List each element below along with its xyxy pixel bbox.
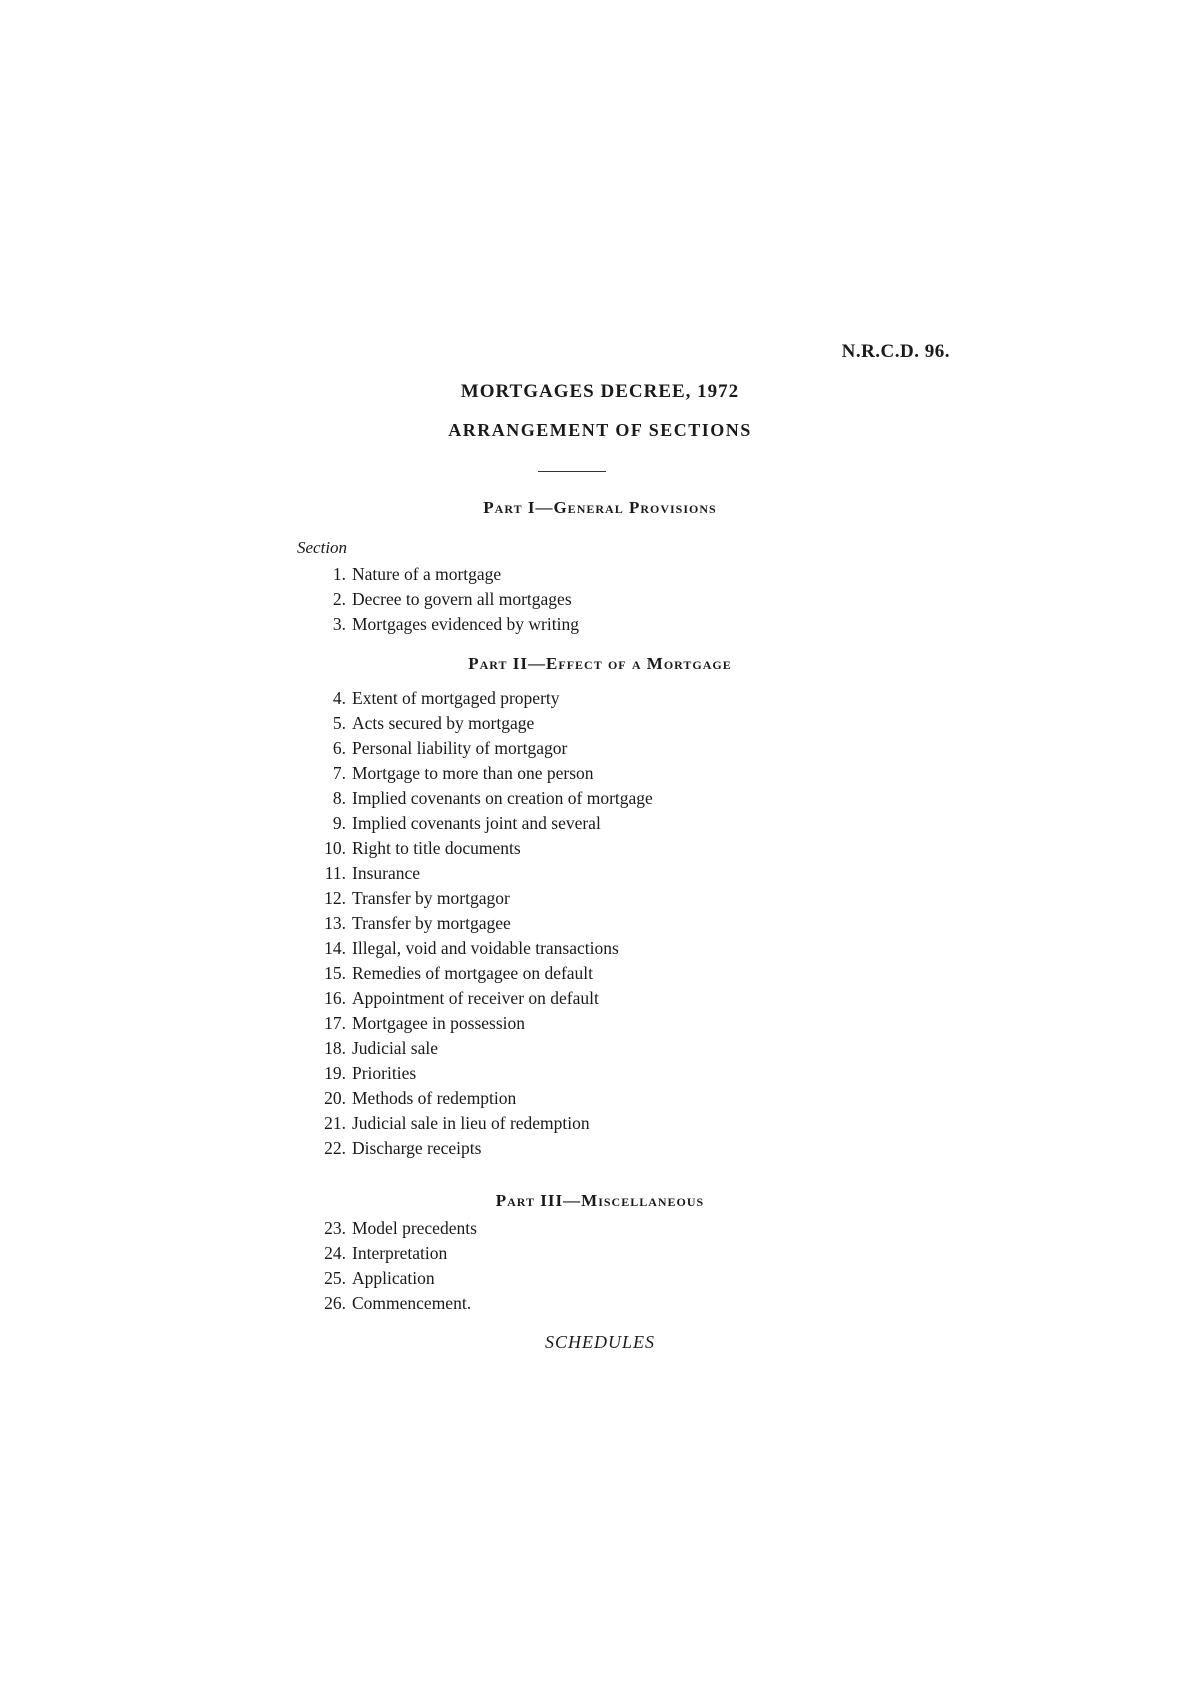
section-number: 16. <box>324 988 346 1008</box>
section-number: 11. <box>324 863 346 883</box>
section-entry <box>310 911 653 936</box>
section-title: Illegal, void and voidable transactions <box>352 938 619 958</box>
section-number: 1. <box>332 564 346 584</box>
section-number: 13. <box>324 913 346 933</box>
section-number: 5. <box>332 713 346 733</box>
section-title: Interpretation <box>352 1243 448 1263</box>
section-title: Implied covenants on creation of mortgage <box>352 788 653 808</box>
section-number: 22. <box>324 1138 346 1158</box>
part-3-heading: Part III—Miscellaneous <box>495 1191 705 1210</box>
section-title: Commencement. <box>352 1293 472 1313</box>
section-number: 7. <box>332 763 346 783</box>
section-title: Personal liability of mortgagor <box>352 738 568 758</box>
section-title: Priorities <box>352 1063 417 1083</box>
decree-reference: N.R.C.D. 96. <box>841 341 950 362</box>
part-3-section-list <box>310 1216 477 1316</box>
section-entry <box>310 786 653 811</box>
section-title: Implied covenants joint and several <box>352 813 601 833</box>
section-number: 6. <box>332 738 346 758</box>
section-title: Nature of a mortgage <box>352 564 502 584</box>
section-entry <box>310 1086 653 1111</box>
section-entry <box>310 1111 653 1136</box>
section-title: Methods of redemption <box>352 1088 517 1108</box>
section-title: Model precedents <box>352 1218 477 1238</box>
section-number: 8. <box>332 788 346 808</box>
section-number: 25. <box>324 1268 346 1288</box>
section-column-label: Section <box>297 538 348 557</box>
section-title: Right to title documents <box>352 838 521 858</box>
section-number: 21. <box>324 1113 346 1133</box>
section-title: Application <box>352 1268 435 1288</box>
section-title: Judicial sale in lieu of redemption <box>352 1113 590 1133</box>
section-entry <box>310 1036 653 1061</box>
section-number: 24. <box>324 1243 346 1263</box>
section-entry <box>310 1266 477 1291</box>
section-number: 23. <box>324 1218 346 1238</box>
section-number: 10. <box>324 838 346 858</box>
part-2-heading: Part II—Effect of a Mortgage <box>468 654 732 673</box>
section-number: 4. <box>332 688 346 708</box>
document-subtitle: ARRANGEMENT OF SECTIONS <box>448 420 752 440</box>
section-entry <box>310 861 653 886</box>
section-entry <box>310 711 653 736</box>
section-entry <box>310 836 653 861</box>
section-title: Extent of mortgaged property <box>352 688 560 708</box>
section-number: 19. <box>324 1063 346 1083</box>
section-number: 14. <box>324 938 346 958</box>
section-entry <box>310 686 653 711</box>
section-number: 15. <box>324 963 346 983</box>
section-number: 18. <box>324 1038 346 1058</box>
section-title: Mortgagee in possession <box>352 1013 526 1033</box>
section-entry <box>310 1216 477 1241</box>
part-1-section-list <box>310 562 579 637</box>
part-2-section-list <box>310 686 653 1161</box>
section-entry <box>310 961 653 986</box>
section-entry <box>310 1136 653 1161</box>
section-entry <box>310 612 579 637</box>
section-entry <box>310 811 653 836</box>
section-entry <box>310 761 653 786</box>
section-entry <box>310 736 653 761</box>
section-number: 2. <box>332 589 346 609</box>
section-number: 26. <box>324 1293 346 1313</box>
section-title: Decree to govern all mortgages <box>352 589 572 609</box>
section-title: Remedies of mortgagee on default <box>352 963 594 983</box>
document-title: MORTGAGES DECREE, 1972 <box>460 381 740 402</box>
section-title: Transfer by mortgagee <box>352 913 511 933</box>
schedules-heading: SCHEDULES <box>544 1332 655 1352</box>
section-entry <box>310 1011 653 1036</box>
section-entry <box>310 886 653 911</box>
section-title: Transfer by mortgagor <box>352 888 510 908</box>
section-number: 20. <box>324 1088 346 1108</box>
section-title: Discharge receipts <box>352 1138 482 1158</box>
section-title: Judicial sale <box>352 1038 439 1058</box>
section-title: Mortgages evidenced by writing <box>352 614 579 634</box>
part-1-heading: Part I—General Provisions <box>483 498 717 517</box>
section-entry <box>310 936 653 961</box>
section-title: Appointment of receiver on default <box>352 988 599 1008</box>
section-entry <box>310 587 579 612</box>
section-entry <box>310 1291 477 1316</box>
section-title: Mortgage to more than one person <box>352 763 594 783</box>
section-title: Insurance <box>352 863 421 883</box>
section-number: 17. <box>324 1013 346 1033</box>
title-divider <box>538 471 606 472</box>
section-number: 12. <box>324 888 346 908</box>
section-entry <box>310 986 653 1011</box>
section-number: 3. <box>332 614 346 634</box>
section-entry <box>310 1241 477 1266</box>
section-title: Acts secured by mortgage <box>352 713 535 733</box>
section-entry <box>310 1061 653 1086</box>
section-number: 9. <box>332 813 346 833</box>
section-entry <box>310 562 579 587</box>
